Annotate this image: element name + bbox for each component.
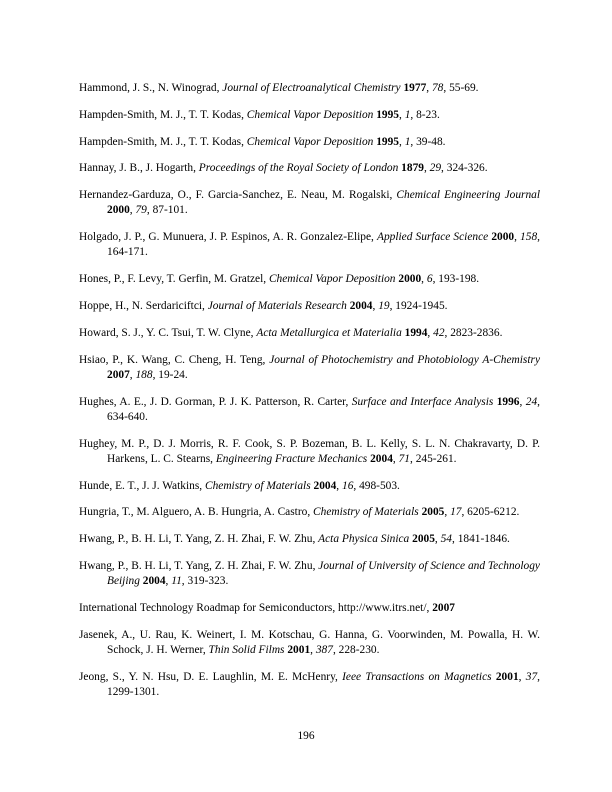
ref-authors: Hannay, J. B., J. Hogarth, xyxy=(79,162,199,175)
ref-authors: Holgado, J. P., G. Munuera, J. P. Espinos, A. R. Gonzalez-Elipe, xyxy=(79,231,377,244)
ref-authors: Hampden-Smith, M. J., T. T. Kodas, xyxy=(79,135,247,148)
ref-pages: 6205-6212. xyxy=(467,506,520,519)
ref-year: 1879 xyxy=(401,162,424,175)
ref-journal: Chemical Vapor Deposition xyxy=(246,135,374,148)
ref-year: 1996 xyxy=(496,395,520,408)
ref-pages: 324-326. xyxy=(446,162,488,175)
ref-pages: 8-23. xyxy=(416,108,440,121)
ref-authors: Howard, S. J., Y. C. Tsui, T. W. Clyne, xyxy=(79,326,257,339)
reference-entry: Hannay, J. B., J. Hogarth, Proceedings of the Royal Society of London 1879, 29, 324-326. xyxy=(79,162,488,175)
ref-journal: Ieee Transactions on Magnetics xyxy=(342,670,492,683)
ref-year: 1995 xyxy=(376,135,399,148)
ref-year: 2001 xyxy=(495,670,519,683)
ref-journal: Chemical Engineering Journal xyxy=(396,189,541,202)
page-number: 196 xyxy=(297,730,315,742)
ref-year: 2005 xyxy=(421,506,445,519)
ref-authors: Hernandez-Garduza, O., F. Garcia-Sanchez, E. Neau, M. Rogalski, xyxy=(79,189,397,202)
ref-year: 1995 xyxy=(376,108,399,121)
ref-year: 2007 xyxy=(107,368,130,381)
ref-authors: Jasenek, A., U. Rau, K. Weinert, I. M. Kotschau, G. Hanna, G. Voorwinden, M. Powalla, H. W. Schock, J. H. Werner, xyxy=(79,628,540,656)
reference-entry: Hwang, P., B. H. Li, T. Yang, Z. H. Zhai, F. W. Zhu, Acta Physica Sinica 2005, 54, 1841-1846. xyxy=(79,533,510,546)
ref-journal: Chemical Vapor Deposition xyxy=(268,273,396,286)
ref-authors: Hampden-Smith, M. J., T. T. Kodas, xyxy=(79,108,247,121)
ref-journal: Acta Metallurgica et Materialia xyxy=(256,326,402,339)
ref-volume: 24 xyxy=(525,395,538,408)
ref-volume: 71 xyxy=(398,452,410,465)
ref-journal: Chemistry of Materials xyxy=(313,506,419,519)
ref-pages: 1841-1846. xyxy=(457,533,510,546)
ref-pages: 228-230. xyxy=(338,643,380,656)
reference-entry: Hsiao, P., K. Wang, C. Cheng, H. Teng, Journal of Photochemistry and Photobiology A-Chemistry 2007, 188, 19-24. xyxy=(79,353,541,381)
ref-year: 1977 xyxy=(403,82,427,94)
ref-authors: Hughes, A. E., J. D. Gorman, P. J. K. Patterson, R. Carter, xyxy=(79,395,352,408)
ref-year: 2001 xyxy=(287,643,311,656)
ref-year: 2005 xyxy=(412,533,435,546)
reference-entry: Hunde, E. T., J. J. Watkins, Chemistry of Materials 2004, 16, 498-503. xyxy=(79,479,400,492)
reference-entry: Jeong, S., Y. N. Hsu, D. E. Laughlin, M. E. McHenry, Ieee Transactions on Magnetics 2001, 37, 1299-1301. xyxy=(79,670,540,698)
ref-journal: Journal of University of Science and Technology Beijing xyxy=(107,559,540,588)
ref-volume: 42 xyxy=(433,326,445,339)
ref-journal: Acta Physica Sinica xyxy=(318,533,410,546)
ref-journal: Journal of Electroanalytical Chemistry xyxy=(222,82,401,94)
ref-pages: 319-323. xyxy=(187,575,229,588)
reference-entry: Hones, P., F. Levy, T. Gerfin, M. Gratzel, Chemical Vapor Deposition 2000, 6, 193-198. xyxy=(79,273,480,286)
ref-journal: Engineering Fracture Mechanics xyxy=(215,452,368,465)
ref-authors: Hsiao, P., K. Wang, C. Cheng, H. Teng, xyxy=(79,353,270,366)
ref-volume: 387 xyxy=(315,643,333,656)
reference-entry: Hungria, T., M. Alguero, A. B. Hungria, A. Castro, Chemistry of Materials 2005, 17, 6205-6212. xyxy=(79,506,520,519)
reference-entry: Hampden-Smith, M. J., T. T. Kodas, Chemical Vapor Deposition 1995, 1, 39-48. xyxy=(79,135,446,148)
ref-volume: 54 xyxy=(440,533,452,546)
reference-entry: Holgado, J. P., G. Munuera, J. P. Espinos, A. R. Gonzalez-Elipe, Applied Surface Science 2000, 158, 164-171. xyxy=(79,231,540,259)
ref-pages: 1924-1945. xyxy=(395,299,448,312)
ref-journal: Thin Solid Films xyxy=(208,643,285,656)
ref-journal: Chemistry of Materials xyxy=(204,479,311,492)
ref-pages: 55-69. xyxy=(449,82,479,94)
ref-journal: Journal of Photochemistry and Photobiology A-Chemistry xyxy=(269,353,541,366)
ref-pages: 87-101. xyxy=(152,204,188,217)
ref-authors: Hammond, J. S., N. Winograd, xyxy=(79,82,223,94)
ref-pages: 39-48. xyxy=(416,135,446,148)
ref-journal: Proceedings of the Royal Society of London xyxy=(198,162,399,175)
ref-authors: Hughey, M. P., D. J. Morris, R. F. Cook, S. P. Bozeman, B. L. Kelly, S. L. N. Chakravarty, D. P. Harkens, L. C. Stearns, xyxy=(79,437,540,465)
ref-year: 2004 xyxy=(349,299,373,312)
reference-entry: Hughes, A. E., J. D. Gorman, P. J. K. Patterson, R. Carter, Surface and Interface Analysis 1996, 24, 634-640. xyxy=(79,395,540,423)
reference-entry: Howard, S. J., Y. C. Tsui, T. W. Clyne, Acta Metallurgica et Materialia 1994, 42, 2823-2836. xyxy=(79,326,503,339)
ref-year: 2007 xyxy=(432,601,455,614)
ref-authors: Hunde, E. T., J. J. Watkins, xyxy=(79,479,205,492)
reference-entry: Hernandez-Garduza, O., F. Garcia-Sanchez, E. Neau, M. Rogalski, Chemical Engineering Journal 2000, 79, 87-101. xyxy=(79,189,541,217)
ref-journal: Chemical Vapor Deposition xyxy=(246,108,374,121)
ref-pages: 498-503. xyxy=(359,479,400,492)
ref-year: 1994 xyxy=(404,326,428,339)
reference-entry: Hoppe, H., N. Serdariciftci, Journal of Materials Research 2004, 19, 1924-1945. xyxy=(79,299,448,312)
ref-journal: Applied Surface Science xyxy=(376,231,489,244)
ref-year: 2004 xyxy=(313,479,337,492)
ref-pages: 1299-1301. xyxy=(107,685,160,698)
ref-pages: 164-171. xyxy=(107,246,148,259)
ref-pages: 245-261. xyxy=(415,452,457,465)
ref-volume: 17 xyxy=(450,506,462,519)
reference-entry: Hampden-Smith, M. J., T. T. Kodas, Chemical Vapor Deposition 1995, 1, 8-23. xyxy=(79,108,440,121)
ref-volume: 78 xyxy=(431,82,444,94)
ref-year: 2004 xyxy=(370,452,393,465)
ref-authors: Hoppe, H., N. Serdariciftci, xyxy=(79,299,208,312)
ref-volume: 37 xyxy=(525,670,538,683)
reference-list xyxy=(79,81,540,712)
ref-pages: 193-198. xyxy=(438,273,480,286)
ref-authors: Hungria, T., M. Alguero, A. B. Hungria, A. Castro, xyxy=(79,506,314,519)
ref-year: 2000 xyxy=(398,273,422,286)
ref-volume: 11 xyxy=(171,575,182,588)
reference-entry xyxy=(79,601,540,616)
reference-entry: Hwang, P., B. H. Li, T. Yang, Z. H. Zhai, F. W. Zhu, Journal of University of Science and Technology Beijing 2004, 11, 319-323. xyxy=(79,559,540,588)
ref-volume: 1 xyxy=(404,135,411,148)
ref-year: 2004 xyxy=(142,575,166,588)
ref-volume: 29 xyxy=(429,162,442,175)
ref-volume: 19 xyxy=(378,299,390,312)
ref-authors: Hones, P., F. Levy, T. Gerfin, M. Gratzel, xyxy=(79,273,269,286)
ref-volume: 158 xyxy=(520,231,538,244)
ref-authors: Hwang, P., B. H. Li, T. Yang, Z. H. Zhai, F. W. Zhu, xyxy=(79,559,319,572)
reference-entry: Hughey, M. P., D. J. Morris, R. F. Cook, S. P. Bozeman, B. L. Kelly, S. L. N. Chakravarty, D. P. Harkens, L. C. Stearns, Engineering Fracture Mechanics 2004, 71, 245-261. xyxy=(79,437,540,465)
ref-text: International Technology Roadmap for Semiconductors, http://www.itrs.net/, xyxy=(79,601,433,614)
ref-journal: Surface and Interface Analysis xyxy=(351,395,494,408)
ref-authors: Jeong, S., Y. N. Hsu, D. E. Laughlin, M. E. McHenry, xyxy=(79,670,343,683)
ref-journal: Journal of Materials Research xyxy=(207,299,347,312)
reference-entry: Hammond, J. S., N. Winograd, Journal of Electroanalytical Chemistry 1977, 78, 55-69. xyxy=(79,82,479,94)
ref-pages: 634-640. xyxy=(107,410,148,423)
ref-pages: 2823-2836. xyxy=(450,326,503,339)
ref-volume: 1 xyxy=(404,108,411,121)
ref-volume: 6 xyxy=(426,273,433,286)
ref-pages: 19-24. xyxy=(158,368,188,381)
ref-volume: 188 xyxy=(135,368,153,381)
ref-volume: 79 xyxy=(135,204,147,217)
ref-authors: Hwang, P., B. H. Li, T. Yang, Z. H. Zhai, F. W. Zhu, xyxy=(79,533,319,546)
ref-year: 2000 xyxy=(107,204,130,217)
ref-year: 2000 xyxy=(491,231,515,244)
ref-volume: 16 xyxy=(342,479,354,492)
reference-entry: Jasenek, A., U. Rau, K. Weinert, I. M. Kotschau, G. Hanna, G. Voorwinden, M. Powalla, H. W. Schock, J. H. Werner, Thin Solid Films 2001, 387, 228-230. xyxy=(79,628,540,656)
